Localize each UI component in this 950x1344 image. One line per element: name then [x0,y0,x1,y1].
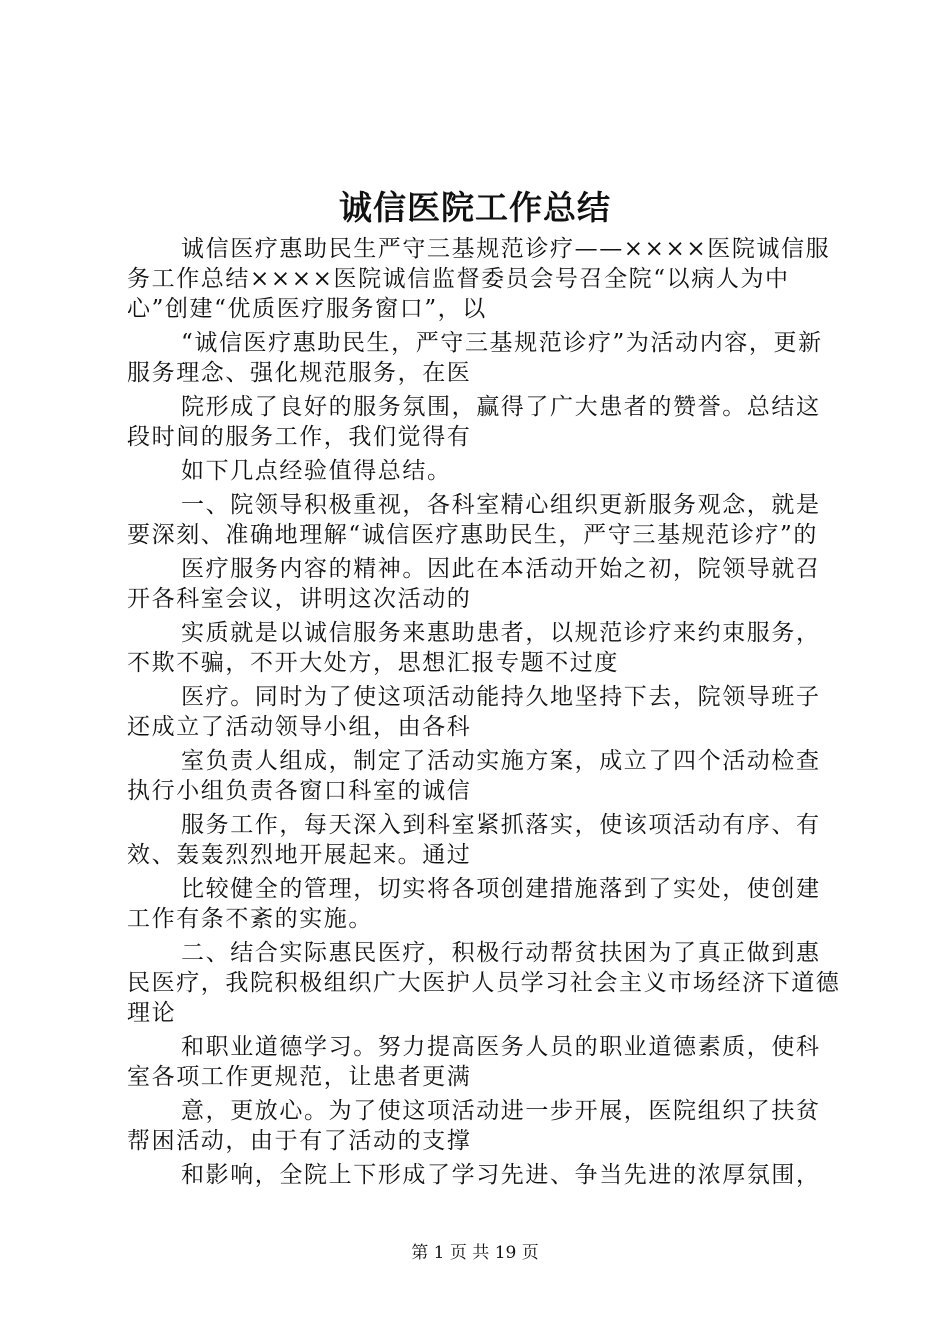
document-body [127,234,843,1194]
paragraph-7: 实质就是以诚信服务来惠助患者，以规范诊疗来约束服务，不欺不骗，不开大处方，思想汇报专题不过度 [127,620,821,676]
paragraph-3: 院形成了良好的服务氛围，赢得了广大患者的赞誉。总结这段时间的服务工作，我们觉得有 [127,394,821,450]
paragraph-15: 和影响，全院上下形成了学习先进、争当先进的浓厚氛围， [181,1162,821,1188]
paragraph-5: 一、院领导积极重视，各科室精心组织更新服务观念，就是要深刻、准确地理解“诚信医疗惠助民生，严守三基规范诊疗”的 [127,492,821,548]
paragraph-1: 诚信医疗惠助民生严守三基规范诊疗——××××医院诚信服务工作总结××××医院诚信监督委员会号召全院“以病人为中心”创建“优质医疗服务窗口”，以 [127,236,831,322]
paragraph-13: 和职业道德学习。努力提高医务人员的职业道德素质，使科室各项工作更规范，让患者更满 [127,1034,821,1090]
paragraph-12: 二、结合实际惠民医疗，积极行动帮贫扶困为了真正做到惠民医疗，我院积极组织广大医护人员学习社会主义市场经济下道德理论 [127,940,841,1026]
paragraph-14: 意，更放心。为了使这项活动进一步开展，医院组织了扶贫帮困活动，由于有了活动的支撑 [127,1098,821,1154]
paragraph-11: 比较健全的管理，切实将各项创建措施落到了实处，使创建工作有条不紊的实施。 [127,876,821,932]
paragraph-8: 医疗。同时为了使这项活动能持久地坚持下去，院领导班子还成立了活动领导小组，由各科 [127,684,821,740]
paragraph-4: 如下几点经验值得总结。 [181,458,452,484]
paragraph-10: 服务工作，每天深入到科室紧抓落实，使该项活动有序、有效、轰轰烈烈地开展起来。通过 [127,812,821,868]
paragraph-6: 医疗服务内容的精神。因此在本活动开始之初，院领导就召开各科室会议，讲明这次活动的 [127,556,821,612]
document-title: 诚信医院工作总结 [339,188,611,227]
paragraph-9: 室负责人组成，制定了活动实施方案，成立了四个活动检查执行小组负责各窗口科室的诚信 [127,748,821,804]
paragraph-2: “诚信医疗惠助民生，严守三基规范诊疗”为活动内容，更新服务理念、强化规范服务，在医 [127,330,823,386]
page-indicator: 第 1 页 共 19 页 [411,1243,539,1263]
